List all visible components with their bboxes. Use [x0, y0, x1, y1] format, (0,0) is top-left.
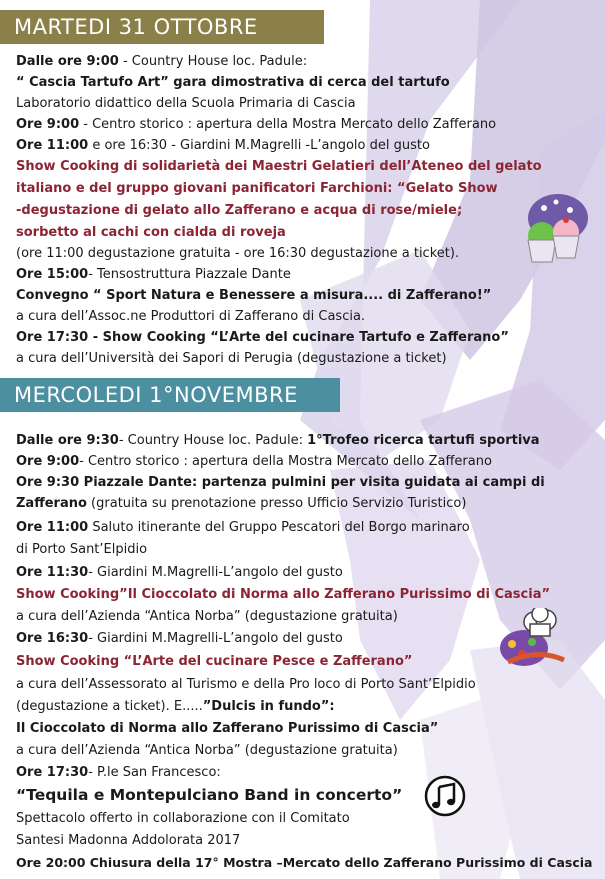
- day1-line-6: Show Cooking di solidarietà dei Maestri Gelatieri dell’Ateneo del gelato: [16, 159, 542, 174]
- day1-line-7: italiano e del gruppo giovani panificatori Farchioni: “Gelato Show: [16, 181, 498, 196]
- time: Ore 15:00: [16, 267, 89, 282]
- day1-line-14: [16, 329, 509, 347]
- day1-line-1: [16, 53, 307, 71]
- day2-line-18: Spettacolo offerto in collaborazione con il Comitato: [16, 811, 350, 826]
- day2-title: MERCOLEDI 1°NOVEMBRE: [14, 383, 298, 407]
- text: - Tensostruttura Piazzale Dante: [88, 267, 291, 282]
- text: - Country House loc. Padule:: [118, 433, 308, 448]
- day1-line-11: [16, 266, 291, 284]
- text: - Centro storico : apertura della Mostra Mercato dello Zafferano: [79, 454, 492, 469]
- day2-line-4: [16, 495, 466, 513]
- time: Ore 9:00: [16, 454, 80, 469]
- day1-line-15: a cura dell’Università dei Sapori di Perugia (degustazione a ticket): [16, 351, 447, 366]
- day1-line-10: (ore 11:00 degustazione gratuita - ore 16:30 degustazione a ticket).: [16, 246, 460, 261]
- day2-line-15: a cura dell’Azienda “Antica Norba” (degustazione gratuita): [16, 743, 398, 758]
- day2-line-8: Show Cooking”Il Cioccolato di Norma allo Zafferano Purissimo di Cascia”: [16, 587, 551, 602]
- day2-line-2: [16, 453, 492, 471]
- day1-line-12: Convegno “ Sport Natura e Benessere a misura.... di Zafferano!”: [16, 288, 492, 303]
- text: - P.le San Francesco:: [88, 765, 221, 780]
- day2-line-14: Il Cioccolato di Norma allo Zafferano Purissimo di Cascia”: [16, 721, 439, 736]
- day2-line-6: di Porto Sant’Elpidio: [16, 542, 148, 557]
- time: Ore 9:00: [16, 117, 80, 132]
- text-bold: Zafferano: [16, 496, 87, 511]
- text: Saluto itinerante del Gruppo Pescatori del Borgo marinaro: [88, 520, 470, 535]
- day1-line-5: [16, 137, 430, 155]
- day2-line-17: “Tequila e Montepulciano Band in concerto”: [16, 786, 403, 804]
- day1-line-4: [16, 116, 496, 134]
- cupcake-icon: [520, 192, 592, 270]
- day2-line-12: a cura dell’Assessorato al Turismo e della Pro loco di Porto Sant’Elpidio: [16, 677, 476, 692]
- day2-line-7: [16, 564, 343, 582]
- day1-line-2: “ Cascia Tartufo Art” gara dimostrativa di cerca del tartufo: [16, 75, 450, 90]
- time: Ore 11:30: [16, 565, 89, 580]
- text: (gratuita su prenotazione presso Ufficio Servizio Turistico): [86, 496, 467, 511]
- text: (degustazione a ticket). E.....: [16, 699, 203, 714]
- text: - Country House loc. Padule:: [118, 54, 308, 69]
- music-note-icon: [424, 775, 466, 817]
- time: Ore 17:30: [16, 330, 89, 345]
- day2-line-3: Ore 9:30 Piazzale Dante: partenza pulmini per visita guidata ai campi di: [16, 475, 545, 490]
- day1-line-8: -degustazione di gelato allo Zafferano e acqua di rose/miele;: [16, 203, 463, 218]
- text-bold: 1°Trofeo ricerca tartufi sportiva: [307, 433, 540, 448]
- day1-line-3: Laboratorio didattico della Scuola Primaria di Cascia: [16, 96, 356, 111]
- day1-title: MARTEDI 31 OTTOBRE: [14, 15, 258, 39]
- time: Dalle ore 9:30: [16, 433, 119, 448]
- text: - Giardini M.Magrelli-L’angolo del gusto: [88, 565, 343, 580]
- day2-line-13: [16, 698, 335, 716]
- text: - Giardini M.Magrelli-L’angolo del gusto: [88, 631, 343, 646]
- chef-hat-icon: [498, 608, 568, 670]
- time: Ore 11:00: [16, 138, 89, 153]
- day2-line-19: Santesi Madonna Addolorata 2017: [16, 833, 241, 848]
- day2-line-16: [16, 764, 221, 782]
- text: - Show Cooking “L’Arte del cucinare Tartufo e Zafferano”: [88, 330, 509, 345]
- day2-line-10: [16, 630, 343, 648]
- time: Ore 17:30: [16, 765, 89, 780]
- text: e ore 16:30 - Giardini M.Magrelli -L’angolo del gusto: [88, 138, 430, 153]
- day2-banner: [0, 378, 340, 412]
- day1-banner: [0, 10, 324, 44]
- day2-line-11: Show Cooking “L’Arte del cucinare Pesce e Zafferano”: [16, 654, 413, 669]
- day2-line-9: a cura dell’Azienda “Antica Norba” (degustazione gratuita): [16, 609, 398, 624]
- time: Ore 16:30: [16, 631, 89, 646]
- time: Ore 11:00: [16, 520, 89, 535]
- text-bold: ”Dulcis in fundo”:: [202, 699, 335, 714]
- day2-line-5: [16, 519, 470, 537]
- day1-line-13: a cura dell’Assoc.ne Produttori di Zafferano di Cascia.: [16, 309, 366, 324]
- day1-line-9: sorbetto al cachi con cialda di roveja: [16, 225, 286, 240]
- text: - Centro storico : apertura della Mostra Mercato dello Zafferano: [79, 117, 497, 132]
- time: Dalle ore 9:00: [16, 54, 119, 69]
- day2-line-1: [16, 432, 540, 450]
- day2-line-20: Ore 20:00 Chiusura della 17° Mostra –Mercato dello Zafferano Purissimo di Cascia: [16, 855, 593, 870]
